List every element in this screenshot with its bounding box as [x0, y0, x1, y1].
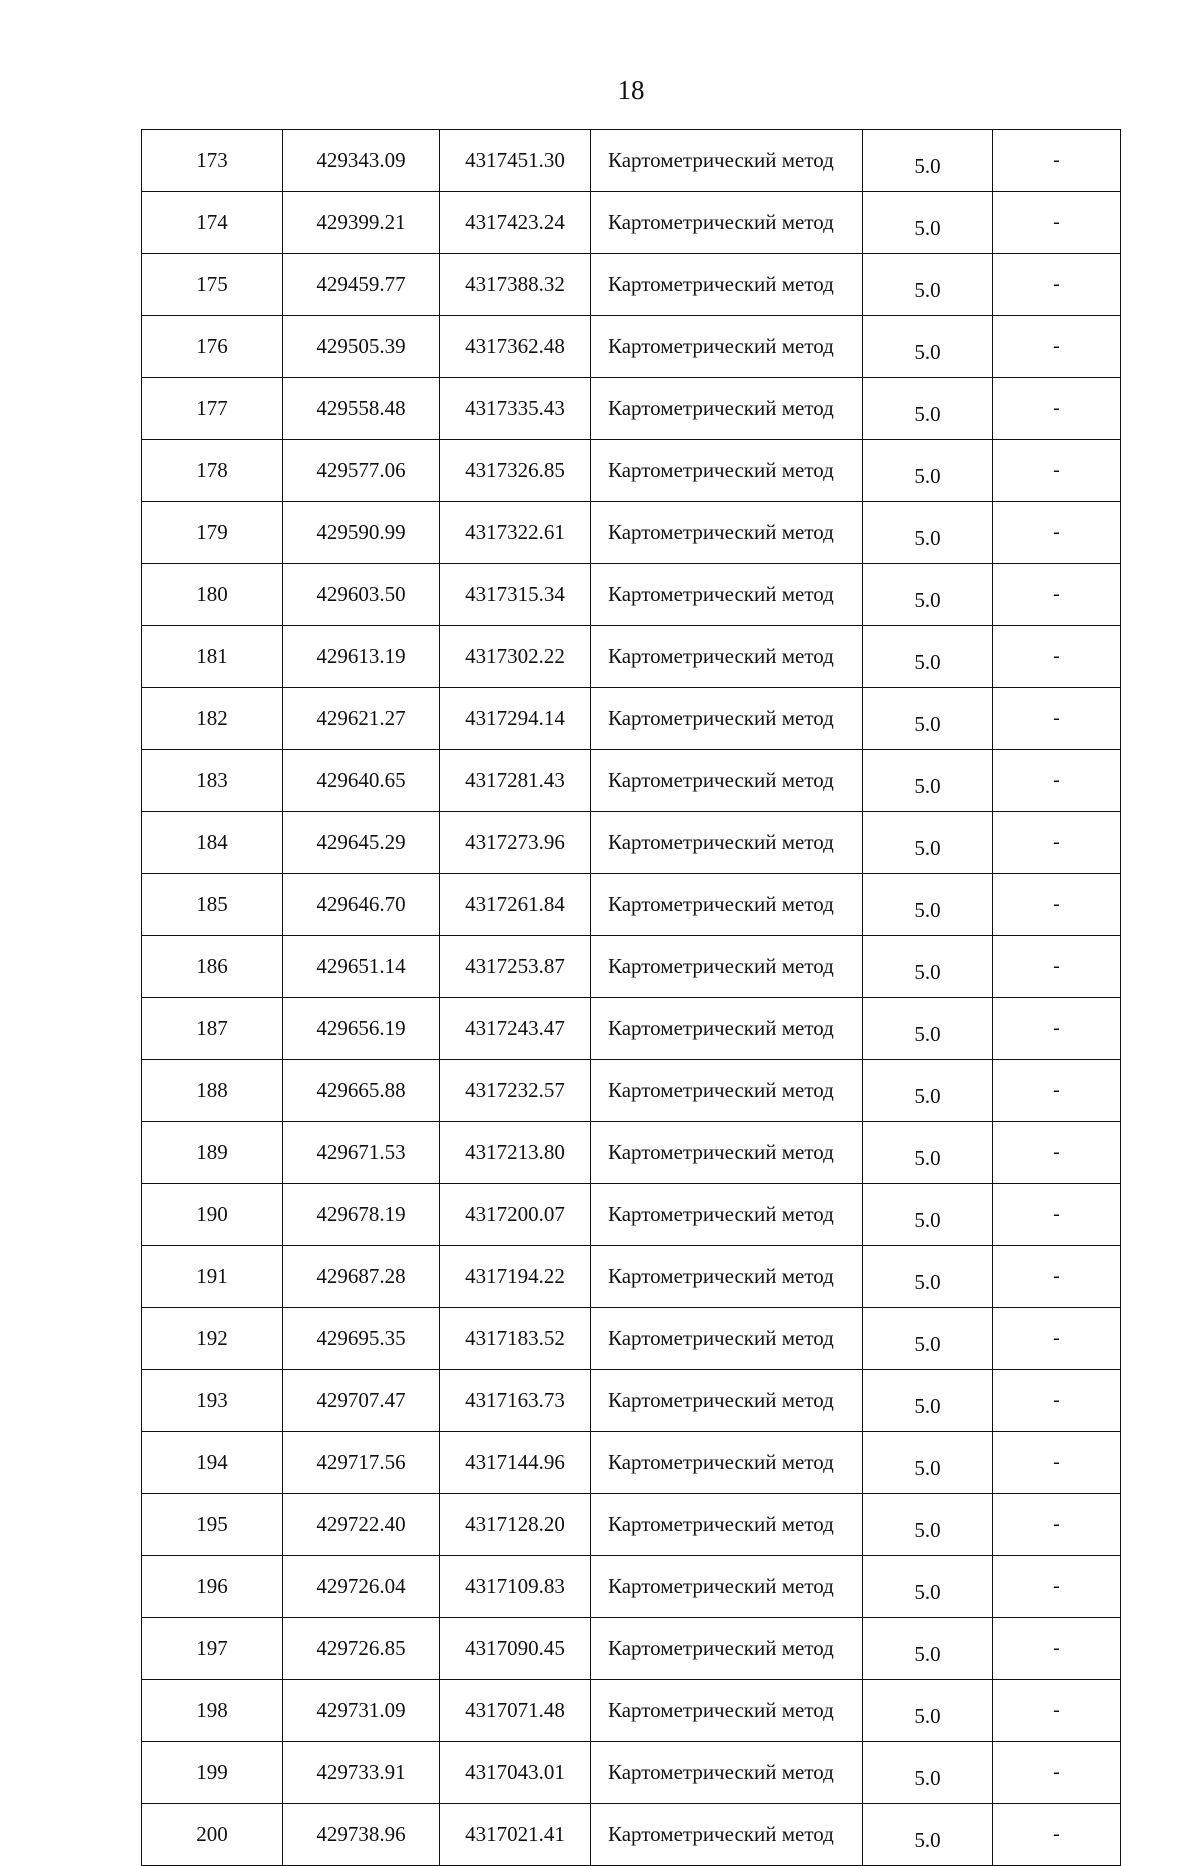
- cell-method: Картометрический метод: [591, 1618, 863, 1680]
- cell-accuracy: 5.0: [863, 626, 993, 688]
- cell-accuracy: 5.0: [863, 812, 993, 874]
- table-row: [142, 502, 1121, 564]
- table-row: [142, 1494, 1121, 1556]
- cell-note: -: [993, 936, 1121, 998]
- cell-note: -: [993, 1122, 1121, 1184]
- cell-x-coordinate: 429707.47: [283, 1370, 440, 1432]
- cell-x-coordinate: 429687.28: [283, 1246, 440, 1308]
- cell-accuracy: 5.0: [863, 936, 993, 998]
- cell-point-number: 194: [142, 1432, 283, 1494]
- cell-x-coordinate: 429671.53: [283, 1122, 440, 1184]
- cell-y-coordinate: 4317261.84: [440, 874, 591, 936]
- cell-note: -: [993, 502, 1121, 564]
- cell-point-number: 178: [142, 440, 283, 502]
- cell-note: -: [993, 378, 1121, 440]
- cell-note: -: [993, 688, 1121, 750]
- cell-y-coordinate: 4317163.73: [440, 1370, 591, 1432]
- cell-note: -: [993, 1370, 1121, 1432]
- cell-note: -: [993, 1804, 1121, 1866]
- cell-y-coordinate: 4317200.07: [440, 1184, 591, 1246]
- table-row: [142, 750, 1121, 812]
- table-row: [142, 1246, 1121, 1308]
- cell-method: Картометрический метод: [591, 440, 863, 502]
- cell-method: Картометрический метод: [591, 130, 863, 192]
- cell-note: -: [993, 1680, 1121, 1742]
- table-row: [142, 1618, 1121, 1680]
- cell-method: Картометрический метод: [591, 688, 863, 750]
- cell-x-coordinate: 429733.91: [283, 1742, 440, 1804]
- cell-accuracy: 5.0: [863, 254, 993, 316]
- cell-method: Картометрический метод: [591, 1060, 863, 1122]
- cell-note: -: [993, 998, 1121, 1060]
- cell-note: -: [993, 874, 1121, 936]
- cell-method: Картометрический метод: [591, 254, 863, 316]
- cell-accuracy: 5.0: [863, 1184, 993, 1246]
- cell-y-coordinate: 4317243.47: [440, 998, 591, 1060]
- cell-method: Картометрический метод: [591, 192, 863, 254]
- cell-accuracy: 5.0: [863, 1804, 993, 1866]
- table-row: [142, 936, 1121, 998]
- cell-accuracy: 5.0: [863, 1370, 993, 1432]
- cell-y-coordinate: 4317183.52: [440, 1308, 591, 1370]
- cell-y-coordinate: 4317213.80: [440, 1122, 591, 1184]
- cell-accuracy: 5.0: [863, 192, 993, 254]
- cell-method: Картометрический метод: [591, 998, 863, 1060]
- cell-point-number: 186: [142, 936, 283, 998]
- cell-y-coordinate: 4317335.43: [440, 378, 591, 440]
- table-row: [142, 254, 1121, 316]
- cell-accuracy: 5.0: [863, 750, 993, 812]
- cell-accuracy: 5.0: [863, 688, 993, 750]
- cell-x-coordinate: 429613.19: [283, 626, 440, 688]
- cell-point-number: 195: [142, 1494, 283, 1556]
- cell-accuracy: 5.0: [863, 1618, 993, 1680]
- cell-y-coordinate: 4317232.57: [440, 1060, 591, 1122]
- cell-note: -: [993, 316, 1121, 378]
- cell-x-coordinate: 429695.35: [283, 1308, 440, 1370]
- cell-y-coordinate: 4317451.30: [440, 130, 591, 192]
- cell-note: -: [993, 1432, 1121, 1494]
- cell-y-coordinate: 4317253.87: [440, 936, 591, 998]
- table-row: [142, 626, 1121, 688]
- cell-note: -: [993, 1246, 1121, 1308]
- cell-point-number: 185: [142, 874, 283, 936]
- cell-accuracy: 5.0: [863, 1680, 993, 1742]
- cell-x-coordinate: 429399.21: [283, 192, 440, 254]
- cell-accuracy: 5.0: [863, 1494, 993, 1556]
- cell-point-number: 175: [142, 254, 283, 316]
- cell-method: Картометрический метод: [591, 1804, 863, 1866]
- cell-y-coordinate: 4317322.61: [440, 502, 591, 564]
- cell-accuracy: 5.0: [863, 130, 993, 192]
- cell-point-number: 199: [142, 1742, 283, 1804]
- table-row: [142, 1122, 1121, 1184]
- cell-x-coordinate: 429603.50: [283, 564, 440, 626]
- cell-y-coordinate: 4317090.45: [440, 1618, 591, 1680]
- cell-x-coordinate: 429731.09: [283, 1680, 440, 1742]
- cell-y-coordinate: 4317021.41: [440, 1804, 591, 1866]
- cell-y-coordinate: 4317315.34: [440, 564, 591, 626]
- cell-method: Картометрический метод: [591, 1122, 863, 1184]
- cell-accuracy: 5.0: [863, 502, 993, 564]
- cell-x-coordinate: 429678.19: [283, 1184, 440, 1246]
- cell-accuracy: 5.0: [863, 440, 993, 502]
- cell-point-number: 177: [142, 378, 283, 440]
- cell-point-number: 179: [142, 502, 283, 564]
- cell-method: Картометрический метод: [591, 1432, 863, 1494]
- cell-x-coordinate: 429459.77: [283, 254, 440, 316]
- cell-y-coordinate: 4317128.20: [440, 1494, 591, 1556]
- table-row: [142, 316, 1121, 378]
- cell-method: Картометрический метод: [591, 1556, 863, 1618]
- cell-x-coordinate: 429726.85: [283, 1618, 440, 1680]
- cell-y-coordinate: 4317043.01: [440, 1742, 591, 1804]
- cell-point-number: 191: [142, 1246, 283, 1308]
- cell-method: Картометрический метод: [591, 564, 863, 626]
- table-row: [142, 1556, 1121, 1618]
- cell-x-coordinate: 429717.56: [283, 1432, 440, 1494]
- cell-x-coordinate: 429621.27: [283, 688, 440, 750]
- cell-accuracy: 5.0: [863, 316, 993, 378]
- cell-method: Картометрический метод: [591, 502, 863, 564]
- cell-note: -: [993, 1184, 1121, 1246]
- cell-x-coordinate: 429726.04: [283, 1556, 440, 1618]
- table-row: [142, 1060, 1121, 1122]
- table-row: [142, 564, 1121, 626]
- cell-note: -: [993, 130, 1121, 192]
- table-row: [142, 130, 1121, 192]
- cell-y-coordinate: 4317423.24: [440, 192, 591, 254]
- cell-note: -: [993, 1060, 1121, 1122]
- cell-y-coordinate: 4317071.48: [440, 1680, 591, 1742]
- cell-point-number: 181: [142, 626, 283, 688]
- cell-method: Картометрический метод: [591, 1742, 863, 1804]
- cell-x-coordinate: 429665.88: [283, 1060, 440, 1122]
- cell-note: -: [993, 750, 1121, 812]
- cell-method: Картометрический метод: [591, 1494, 863, 1556]
- cell-point-number: 196: [142, 1556, 283, 1618]
- cell-x-coordinate: 429646.70: [283, 874, 440, 936]
- cell-accuracy: 5.0: [863, 1122, 993, 1184]
- cell-x-coordinate: 429651.14: [283, 936, 440, 998]
- cell-x-coordinate: 429558.48: [283, 378, 440, 440]
- cell-x-coordinate: 429590.99: [283, 502, 440, 564]
- cell-x-coordinate: 429645.29: [283, 812, 440, 874]
- table-row: [142, 1742, 1121, 1804]
- cell-method: Картометрический метод: [591, 812, 863, 874]
- cell-point-number: 183: [142, 750, 283, 812]
- cell-accuracy: 5.0: [863, 1742, 993, 1804]
- table-row: [142, 1184, 1121, 1246]
- cell-method: Картометрический метод: [591, 316, 863, 378]
- cell-accuracy: 5.0: [863, 1432, 993, 1494]
- cell-point-number: 174: [142, 192, 283, 254]
- cell-point-number: 198: [142, 1680, 283, 1742]
- cell-method: Картометрический метод: [591, 1370, 863, 1432]
- cell-x-coordinate: 429577.06: [283, 440, 440, 502]
- cell-note: -: [993, 812, 1121, 874]
- cell-accuracy: 5.0: [863, 378, 993, 440]
- table-row: [142, 688, 1121, 750]
- cell-y-coordinate: 4317281.43: [440, 750, 591, 812]
- cell-y-coordinate: 4317109.83: [440, 1556, 591, 1618]
- cell-note: -: [993, 1494, 1121, 1556]
- cell-point-number: 190: [142, 1184, 283, 1246]
- cell-x-coordinate: 429656.19: [283, 998, 440, 1060]
- table-row: [142, 1308, 1121, 1370]
- cell-accuracy: 5.0: [863, 1308, 993, 1370]
- table-row: [142, 1370, 1121, 1432]
- cell-point-number: 184: [142, 812, 283, 874]
- table-row: [142, 378, 1121, 440]
- cell-x-coordinate: 429722.40: [283, 1494, 440, 1556]
- cell-method: Картометрический метод: [591, 1184, 863, 1246]
- cell-note: -: [993, 192, 1121, 254]
- cell-method: Картометрический метод: [591, 874, 863, 936]
- cell-x-coordinate: 429343.09: [283, 130, 440, 192]
- cell-accuracy: 5.0: [863, 998, 993, 1060]
- cell-point-number: 188: [142, 1060, 283, 1122]
- page-number: 18: [617, 75, 645, 105]
- cell-note: -: [993, 1308, 1121, 1370]
- cell-note: -: [993, 626, 1121, 688]
- cell-accuracy: 5.0: [863, 1556, 993, 1618]
- table-row: [142, 998, 1121, 1060]
- cell-method: Картометрический метод: [591, 1308, 863, 1370]
- table-row: [142, 1680, 1121, 1742]
- cell-y-coordinate: 4317362.48: [440, 316, 591, 378]
- cell-point-number: 200: [142, 1804, 283, 1866]
- cell-point-number: 176: [142, 316, 283, 378]
- cell-note: -: [993, 1618, 1121, 1680]
- cell-method: Картометрический метод: [591, 626, 863, 688]
- cell-note: -: [993, 564, 1121, 626]
- cell-point-number: 173: [142, 130, 283, 192]
- cell-method: Картометрический метод: [591, 750, 863, 812]
- table-row: [142, 812, 1121, 874]
- cell-y-coordinate: 4317326.85: [440, 440, 591, 502]
- table-row: [142, 192, 1121, 254]
- cell-accuracy: 5.0: [863, 1060, 993, 1122]
- cell-y-coordinate: 4317273.96: [440, 812, 591, 874]
- cell-y-coordinate: 4317388.32: [440, 254, 591, 316]
- cell-point-number: 182: [142, 688, 283, 750]
- cell-y-coordinate: 4317144.96: [440, 1432, 591, 1494]
- cell-point-number: 180: [142, 564, 283, 626]
- cell-point-number: 189: [142, 1122, 283, 1184]
- cell-method: Картометрический метод: [591, 1246, 863, 1308]
- cell-accuracy: 5.0: [863, 1246, 993, 1308]
- coordinates-table-body: [142, 130, 1121, 1866]
- cell-y-coordinate: 4317294.14: [440, 688, 591, 750]
- cell-method: Картометрический метод: [591, 936, 863, 998]
- cell-point-number: 187: [142, 998, 283, 1060]
- cell-note: -: [993, 440, 1121, 502]
- cell-method: Картометрический метод: [591, 378, 863, 440]
- cell-note: -: [993, 254, 1121, 316]
- cell-point-number: 197: [142, 1618, 283, 1680]
- cell-note: -: [993, 1556, 1121, 1618]
- cell-point-number: 192: [142, 1308, 283, 1370]
- table-row: [142, 440, 1121, 502]
- table-row: [142, 874, 1121, 936]
- cell-accuracy: 5.0: [863, 564, 993, 626]
- cell-y-coordinate: 4317302.22: [440, 626, 591, 688]
- cell-x-coordinate: 429640.65: [283, 750, 440, 812]
- cell-x-coordinate: 429505.39: [283, 316, 440, 378]
- cell-method: Картометрический метод: [591, 1680, 863, 1742]
- cell-y-coordinate: 4317194.22: [440, 1246, 591, 1308]
- cell-note: -: [993, 1742, 1121, 1804]
- table-row: [142, 1432, 1121, 1494]
- coordinates-table: [141, 129, 1121, 1866]
- table-row: [142, 1804, 1121, 1866]
- cell-point-number: 193: [142, 1370, 283, 1432]
- cell-x-coordinate: 429738.96: [283, 1804, 440, 1866]
- cell-accuracy: 5.0: [863, 874, 993, 936]
